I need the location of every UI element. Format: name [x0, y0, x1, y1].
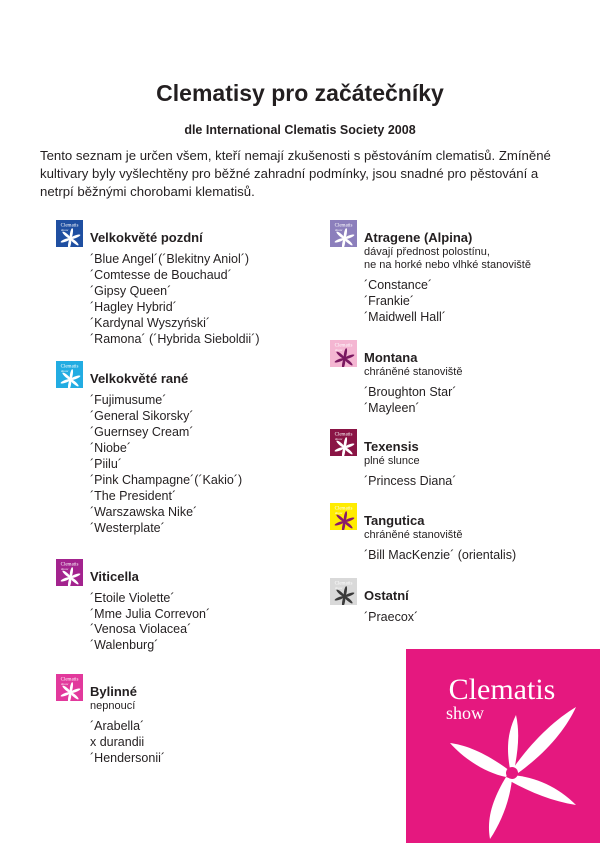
category-badge — [330, 578, 357, 605]
badge-sublabel: show — [335, 436, 343, 441]
category-badge — [56, 361, 83, 388]
page-subtitle: dle International Clematis Society 2008 — [184, 123, 416, 137]
clematis-show-logo — [406, 649, 600, 843]
variety-item: ´Gipsy Queen´ — [90, 283, 172, 298]
variety-item: ´Blue Angel´(´Blekitny Aniol´) — [90, 252, 250, 266]
category-name: Montana — [364, 349, 418, 365]
badge-sublabel: show — [335, 586, 343, 591]
variety-item: ´Guernsey Cream´ — [90, 425, 194, 440]
clematis-badge-icon — [330, 220, 357, 247]
category-group — [56, 559, 316, 655]
category-name: Velkokvěté rané — [90, 371, 189, 387]
category-group — [330, 503, 590, 564]
clematis-badge-icon — [56, 674, 83, 701]
variety-list — [364, 610, 590, 626]
variety-item: ´Pink Champagne´(´Kakio´) — [90, 472, 243, 487]
badge-label: Clematis — [334, 343, 353, 349]
category-group — [330, 220, 590, 326]
variety-list — [364, 385, 590, 417]
badge-sublabel: show — [61, 369, 69, 374]
clematis-badge-icon — [330, 578, 357, 605]
variety-item: ´Arabella´ — [90, 719, 145, 734]
variety-list — [364, 474, 590, 490]
badge-label: Clematis — [334, 506, 353, 512]
variety-item: ´Praecox´ — [364, 610, 419, 625]
badge-sublabel: show — [61, 682, 69, 687]
clematis-badge-icon — [330, 503, 357, 530]
clematis-badge-icon — [56, 559, 83, 586]
variety-item: ´Constance´ — [364, 278, 433, 292]
variety-list — [90, 393, 316, 536]
badge-sublabel: show — [61, 228, 69, 232]
variety-item: ´The President´ — [90, 488, 177, 503]
variety-list — [90, 252, 316, 347]
category-badge — [56, 559, 83, 586]
category-badge — [330, 429, 357, 456]
badge-label: Clematis — [334, 432, 353, 438]
variety-item: ´Fujimusume´ — [90, 393, 167, 408]
category-name: Ostatní — [364, 588, 409, 604]
variety-list — [364, 548, 590, 564]
variety-item: ´Piilu´ — [90, 457, 122, 472]
badge-label: Clematis — [60, 677, 79, 683]
clematis-badge-icon — [56, 361, 83, 388]
intro-paragraph: Tento seznam je určen všem, kteří nemají zkušenosti s pěstováním clematisů. Zmíněné kultivary byly vyšlechtěny pro běžné zahradní podmínky, jsou snadné pro pěstování a netrpí běžnými chorobami klematisů. — [40, 148, 551, 199]
category-badge — [330, 340, 357, 367]
variety-item: ´Princess Diana´ — [364, 473, 457, 488]
variety-item: ´Kardynal Wyszyński´ — [90, 315, 211, 330]
badge-label: Clematis — [60, 223, 79, 229]
right-column — [330, 220, 590, 626]
variety-item: ´Mayleen´ — [364, 400, 420, 415]
category-group — [56, 361, 316, 536]
badge-label: Clematis — [60, 364, 79, 370]
category-note: ne na horké nebo vlhké stanoviště — [364, 259, 531, 271]
category-name: Viticella — [90, 568, 139, 584]
badge-sublabel: show — [335, 511, 343, 516]
variety-item: ´Hendersonii´ — [90, 751, 166, 766]
variety-item: ´Broughton Star´ — [364, 384, 457, 399]
category-group — [330, 429, 590, 490]
variety-item: ´Hagley Hybrid´ — [90, 299, 177, 314]
badge-sublabel: show — [61, 566, 69, 571]
category-group — [330, 578, 590, 626]
category-badge — [330, 503, 357, 530]
badge-sublabel: show — [335, 228, 343, 232]
variety-item: ´Ramona´ (´Hybrida Sieboldii´) — [90, 331, 260, 346]
category-name: Texensis — [364, 438, 419, 454]
variety-item: ´Frankie´ — [364, 293, 415, 308]
clematis-badge-icon — [56, 220, 83, 247]
variety-item: ´Etoile Violette´ — [90, 590, 175, 605]
category-name: Tangutica — [364, 513, 425, 529]
variety-item: ´Venosa Violacea´ — [90, 622, 192, 637]
variety-item: ´Maidwell Hall´ — [364, 309, 446, 324]
page-title: Clematisy pro začátečníky — [156, 80, 444, 106]
variety-item: ´General Sikorsky´ — [90, 409, 194, 424]
variety-item: ´Comtesse de Bouchaud´ — [90, 267, 232, 282]
variety-list — [90, 719, 316, 767]
category-group — [330, 340, 590, 417]
category-note: chráněné stanoviště — [364, 529, 463, 542]
category-name: Atragene (Alpina) — [364, 230, 473, 245]
category-note: plné slunce — [364, 454, 420, 467]
logo-title: Clematis — [448, 673, 556, 706]
badge-label: Clematis — [60, 562, 79, 568]
variety-item: ´Walenburg´ — [90, 638, 159, 653]
category-badge — [56, 220, 83, 247]
badge-label: Clematis — [334, 223, 353, 229]
variety-item: ´Niobe´ — [90, 441, 131, 456]
logo-subtitle: show — [446, 703, 485, 723]
category-note: dávají přednost polostínu, — [364, 246, 490, 258]
variety-item: ´Bill MacKenzie´ (orientalis) — [364, 548, 517, 563]
variety-item: x durandii — [90, 735, 145, 750]
clematis-badge-icon — [330, 340, 357, 367]
variety-item: ´Warszawska Nike´ — [90, 504, 198, 519]
category-name: Velkokvěté pozdní — [90, 230, 203, 245]
variety-item: ´Mme Julia Correvon´ — [90, 606, 211, 621]
lily-flower-icon — [450, 707, 576, 839]
variety-list — [364, 278, 590, 326]
left-column — [56, 220, 316, 767]
variety-item: ´Westerplate´ — [90, 520, 165, 535]
category-note: chráněné stanoviště — [364, 365, 463, 378]
category-name: Bylinné — [90, 684, 137, 700]
badge-sublabel: show — [335, 347, 343, 352]
variety-list — [90, 591, 316, 655]
category-group — [56, 220, 316, 347]
category-badge — [330, 220, 357, 247]
badge-label: Clematis — [334, 581, 353, 587]
clematis-badge-icon — [330, 429, 357, 456]
category-note: nepnoucí — [90, 700, 136, 713]
category-group — [56, 674, 316, 767]
category-badge — [56, 674, 83, 701]
